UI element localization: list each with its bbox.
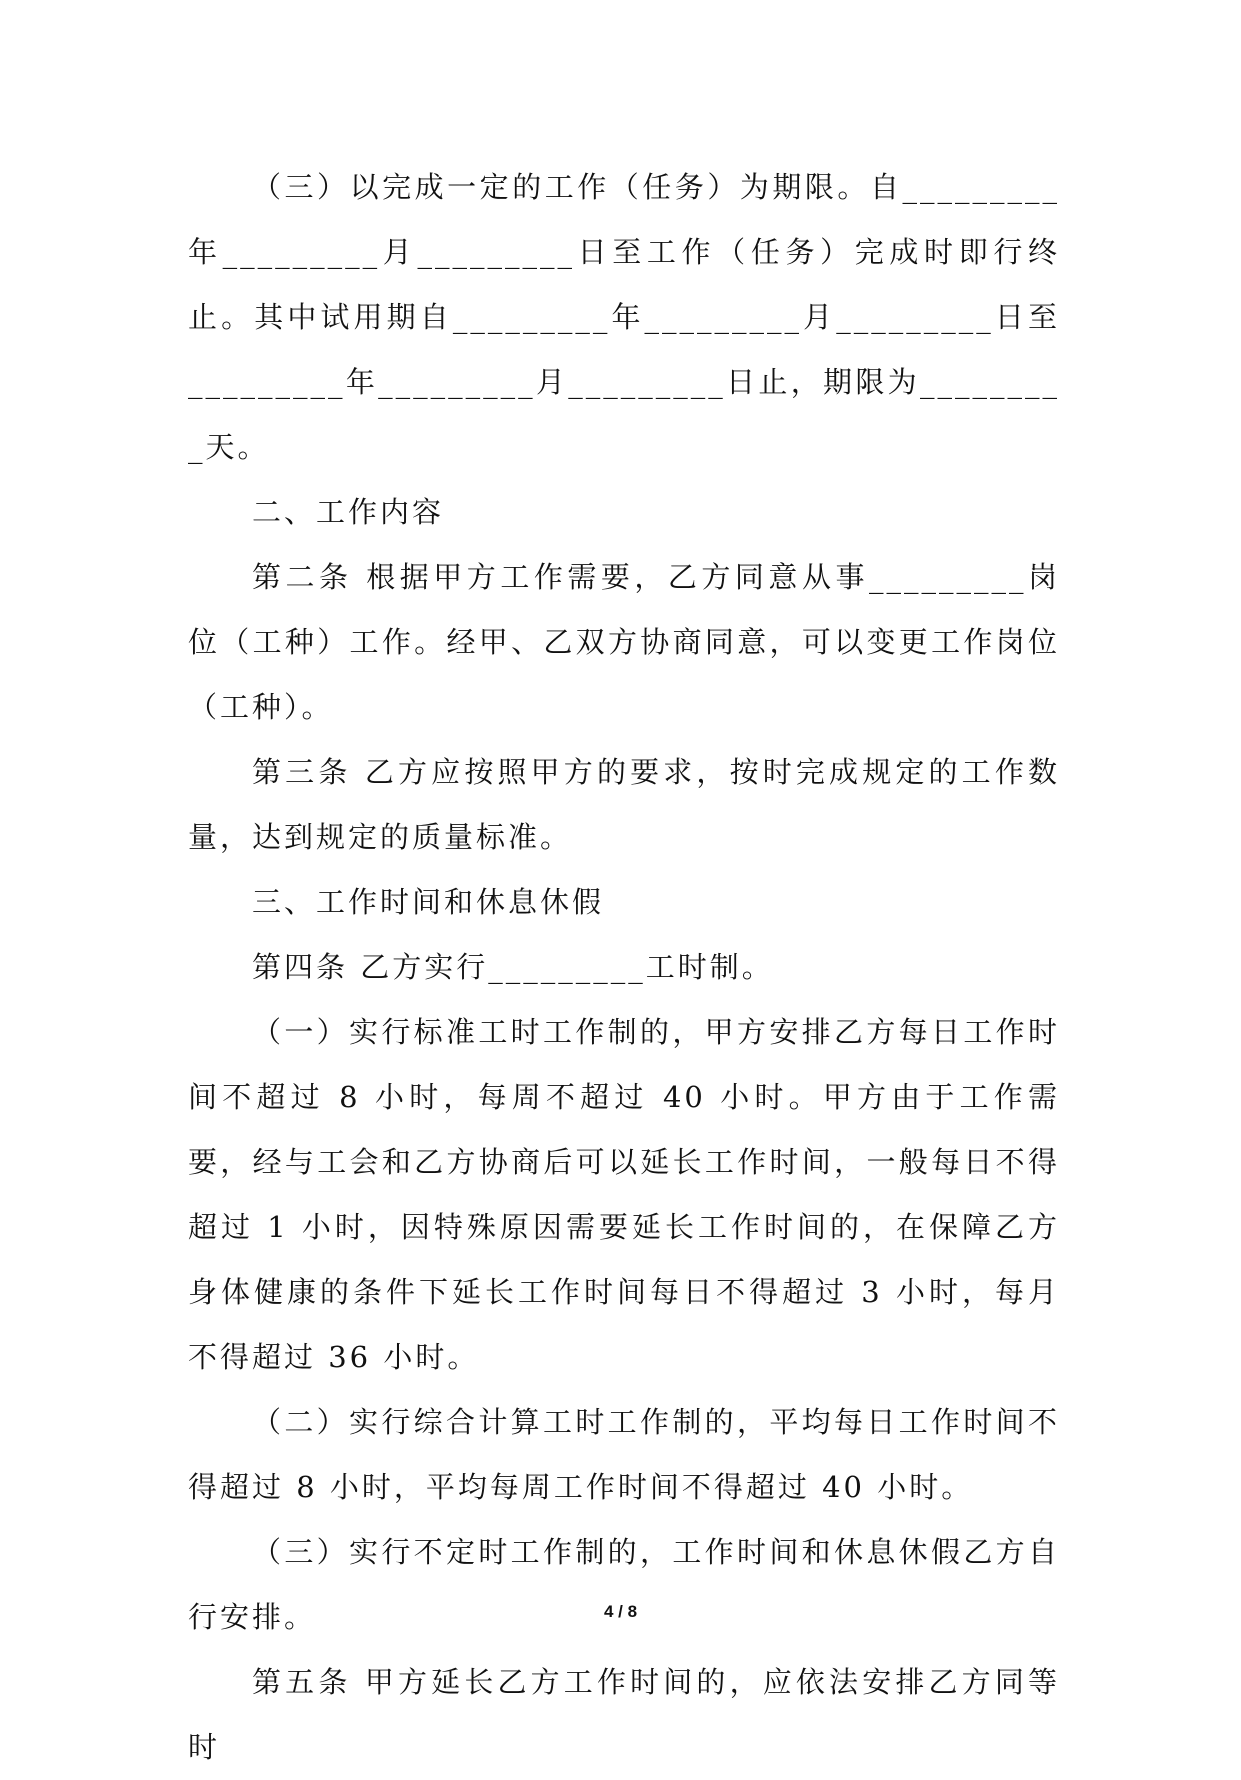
paragraph-article-4-item-3: （三）实行不定时工作制的，工作时间和休息休假乙方自行安排。 (188, 1535, 1060, 1634)
paragraph-article-3: 第三条 乙方应按照甲方的要求，按时完成规定的工作数量，达到规定的质量标准。 (188, 755, 1060, 854)
section-heading-work-hours: 三、工作时间和休息休假 (252, 885, 605, 919)
document-body (188, 155, 1060, 1780)
paragraph-article-4-item-1: （一）实行标准工时工作制的，甲方安排乙方每日工作时间不超过 8 小时，每周不超过 40 小时。甲方由于工作需要，经与工会和乙方协商后可以延长工作时间，一般每日不得超过 1 小时，因特殊原因需要延长工作时间的，在保障乙方身体健康的条件下延长工作时间每日不得超过 3 小时，每月不得超过 36 小时。 (188, 1015, 1060, 1374)
section-heading-work-content: 二、工作内容 (252, 495, 445, 529)
paragraph-article-4: 第四条 乙方实行_________工时制。 (252, 950, 774, 984)
paragraph-article-2: 第二条 根据甲方工作需要，乙方同意从事_________岗位（工种）工作。经甲、乙双方协商同意，可以变更工作岗位（工种）。 (188, 560, 1060, 724)
page-number: 4 / 8 (603, 1602, 638, 1621)
paragraph-article-4-item-2: （二）实行综合计算工时工作制的，平均每日工作时间不得超过 8 小时，平均每周工作时间不得超过 40 小时。 (188, 1405, 1060, 1504)
paragraph-article-5: 第五条 甲方延长乙方工作时间的，应依法安排乙方同等时 (188, 1665, 1060, 1764)
paragraph-term-option-3: （三）以完成一定的工作（任务）为期限。自_________年_________月_________日至工作（任务）完成时即行终止。其中试用期自_________年_________月_________日至_________年_________月_________日止，期限为_________天。 (188, 170, 1060, 464)
